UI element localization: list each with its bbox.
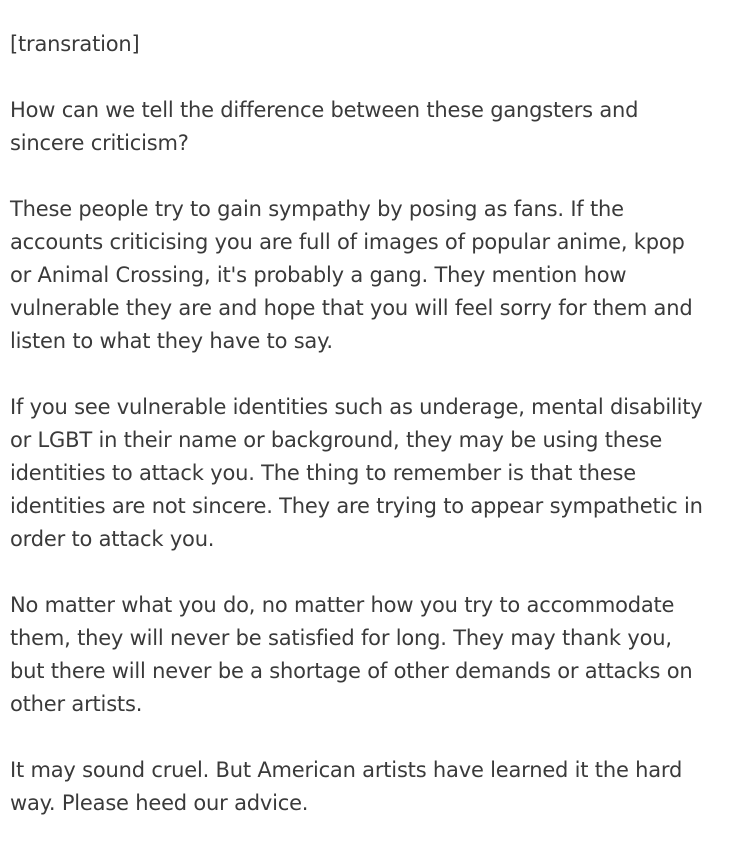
paragraph-advice: It may sound cruel. But American artists have learned it the hard way. Please heed our advice. <box>10 758 683 815</box>
paragraph-never-satisfied: No matter what you do, no matter how you try to accommodate them, they will never be satisfied for long. They may thank you, but there will never be a shortage of other demands or attacks on other artists. <box>10 593 693 716</box>
paragraph-vulnerable-identities: If you see vulnerable identities such as underage, mental disability or LGBT in their name or background, they may be using these identities to attack you. The thing to remember is that these identities are not sincere. They are trying to appear sympathetic in order to attack you. <box>10 395 703 551</box>
document-body <box>10 28 745 820</box>
document-header: [transration] <box>10 32 140 56</box>
paragraph-question: How can we tell the difference between these gangsters and sincere criticism? <box>10 98 639 155</box>
paragraph-posing-as-fans: These people try to gain sympathy by posing as fans. If the accounts criticising you are full of images of popular anime, kpop or Animal Crossing, it's probably a gang. They mention how vulnerable they are and hope that you will feel sorry for them and listen to what they have to say. <box>10 197 693 353</box>
